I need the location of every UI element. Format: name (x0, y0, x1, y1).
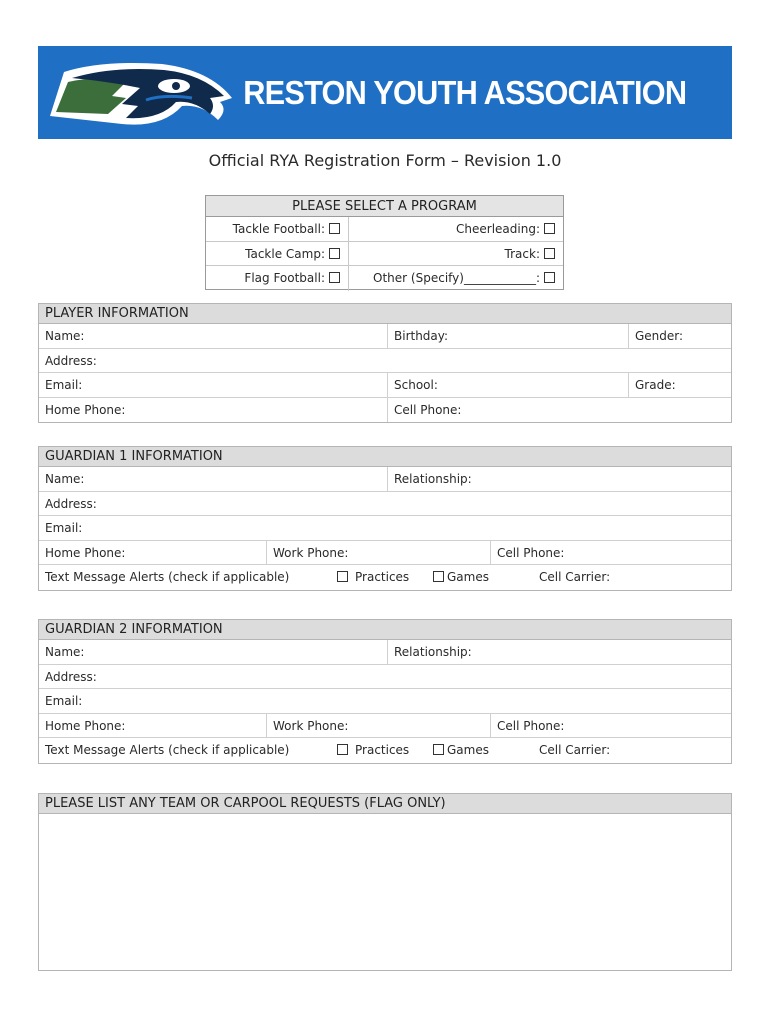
guardian1-practices-checkbox[interactable] (337, 571, 348, 582)
track-checkbox[interactable] (544, 248, 555, 259)
track-label: Track: (504, 246, 540, 261)
guardian1-cell-carrier-label: Cell Carrier: (539, 570, 611, 584)
org-title: RESTON YOUTH ASSOCIATION (243, 74, 687, 111)
player-home-phone-field[interactable] (39, 398, 387, 423)
guardian2-cell-carrier-field[interactable] (533, 738, 610, 763)
guardian1-practices-option[interactable] (331, 565, 409, 590)
guardian2-address-field[interactable] (39, 665, 731, 689)
guardian1-address-field[interactable] (39, 492, 731, 516)
player-school-label: School: (394, 378, 438, 392)
guardian1-row-alerts (39, 565, 731, 590)
player-name-field[interactable] (39, 324, 387, 348)
guardian2-games-label: Games (447, 743, 489, 757)
guardian1-cell-phone-field[interactable] (490, 541, 731, 565)
player-row-name (39, 324, 731, 349)
player-cell-phone-label: Cell Phone: (394, 402, 462, 417)
guardian1-section (38, 446, 732, 591)
guardian1-row-name (39, 467, 731, 492)
player-name-label: Name: (45, 329, 85, 343)
program-select-box (205, 195, 564, 290)
player-address-label: Address: (45, 353, 97, 368)
player-address-field[interactable] (39, 349, 731, 373)
header-banner (38, 46, 732, 139)
other-label: Other (Specify)____________: (373, 271, 540, 285)
player-birthday-field[interactable] (387, 324, 628, 348)
guardian1-home-phone-label: Home Phone: (45, 545, 126, 560)
guardian1-row-email (39, 516, 731, 541)
guardian1-cell-carrier-field[interactable] (533, 565, 610, 590)
guardian2-cell-phone-field[interactable] (490, 714, 731, 738)
guardian1-email-label: Email: (45, 521, 83, 535)
player-row-phone (39, 398, 731, 423)
guardian1-games-checkbox[interactable] (433, 571, 444, 582)
player-school-field[interactable] (387, 373, 628, 397)
guardian2-work-phone-field[interactable] (266, 714, 490, 738)
guardian1-email-field[interactable] (39, 516, 731, 540)
guardian2-row-phone (39, 714, 731, 739)
program-row (206, 217, 563, 242)
tackle-football-checkbox[interactable] (329, 223, 340, 234)
tackle-football-label: Tackle Football: (232, 222, 325, 236)
guardian1-address-label: Address: (45, 496, 97, 511)
guardian2-cell-carrier-label: Cell Carrier: (539, 743, 611, 757)
program-row (206, 242, 563, 267)
guardian2-practices-checkbox[interactable] (337, 744, 348, 755)
guardian2-name-field[interactable] (39, 640, 387, 664)
guardian1-games-option[interactable] (429, 565, 489, 590)
guardian2-home-phone-label: Home Phone: (45, 718, 126, 733)
guardian1-relationship-field[interactable] (387, 467, 731, 491)
player-email-field[interactable] (39, 373, 387, 397)
requests-textarea[interactable] (39, 814, 731, 970)
guardian2-email-label: Email: (45, 694, 83, 708)
guardian2-name-label: Name: (45, 645, 85, 659)
guardian2-address-label: Address: (45, 669, 97, 684)
guardian2-games-option[interactable] (429, 738, 489, 763)
guardian1-home-phone-field[interactable] (39, 541, 266, 565)
guardian2-row-name (39, 640, 731, 665)
guardian1-cell-phone-label: Cell Phone: (497, 545, 565, 560)
player-grade-label: Grade: (635, 378, 676, 392)
player-row-email (39, 373, 731, 398)
player-gender-field[interactable] (628, 324, 731, 348)
requests-section (38, 793, 732, 971)
guardian2-games-checkbox[interactable] (433, 744, 444, 755)
player-info-heading: PLAYER INFORMATION (39, 304, 731, 324)
player-email-label: Email: (45, 378, 83, 392)
player-row-address (39, 349, 731, 374)
seahawk-logo-icon (42, 54, 238, 132)
guardian2-cell-phone-label: Cell Phone: (497, 718, 565, 733)
guardian2-row-alerts (39, 738, 731, 763)
guardian2-home-phone-field[interactable] (39, 714, 266, 738)
guardian1-row-phone (39, 541, 731, 566)
guardian2-alerts-label: Text Message Alerts (check if applicable) (45, 743, 290, 757)
form-subtitle: Official RYA Registration Form – Revision 1.0 (208, 151, 562, 170)
guardian1-practices-label: Practices (355, 570, 410, 584)
guardian1-heading: GUARDIAN 1 INFORMATION (39, 447, 731, 467)
guardian2-relationship-label: Relationship: (394, 645, 472, 659)
guardian2-section (38, 619, 732, 764)
tackle-camp-label: Tackle Camp: (245, 246, 325, 261)
guardian2-work-phone-label: Work Phone: (273, 718, 349, 733)
guardian2-heading: GUARDIAN 2 INFORMATION (39, 620, 731, 640)
guardian1-name-field[interactable] (39, 467, 387, 491)
flag-football-checkbox[interactable] (329, 272, 340, 283)
tackle-camp-checkbox[interactable] (329, 248, 340, 259)
guardian2-practices-option[interactable] (331, 738, 409, 763)
guardian2-relationship-field[interactable] (387, 640, 731, 664)
player-cell-phone-field[interactable] (387, 398, 731, 423)
guardian1-work-phone-label: Work Phone: (273, 545, 349, 560)
player-home-phone-label: Home Phone: (45, 402, 126, 417)
flag-football-label: Flag Football: (244, 271, 325, 285)
guardian1-alerts-label: Text Message Alerts (check if applicable) (45, 570, 290, 584)
player-birthday-label: Birthday: (394, 329, 449, 343)
guardian2-practices-label: Practices (355, 743, 410, 757)
guardian1-relationship-label: Relationship: (394, 472, 472, 486)
guardian2-email-field[interactable] (39, 689, 731, 713)
program-heading: PLEASE SELECT A PROGRAM (206, 196, 563, 217)
player-grade-field[interactable] (628, 373, 731, 397)
player-gender-label: Gender: (635, 329, 684, 343)
guardian2-row-address (39, 665, 731, 690)
cheerleading-label: Cheerleading: (456, 222, 540, 236)
cheerleading-checkbox[interactable] (544, 223, 555, 234)
guardian1-row-address (39, 492, 731, 517)
player-info-section (38, 303, 732, 423)
guardian1-name-label: Name: (45, 472, 85, 486)
guardian2-row-email (39, 689, 731, 714)
guardian1-work-phone-field[interactable] (266, 541, 490, 565)
guardian1-games-label: Games (447, 570, 489, 584)
other-checkbox[interactable] (544, 272, 555, 283)
requests-heading: PLEASE LIST ANY TEAM OR CARPOOL REQUESTS (FLAG ONLY) (39, 794, 731, 814)
program-row (206, 266, 563, 291)
